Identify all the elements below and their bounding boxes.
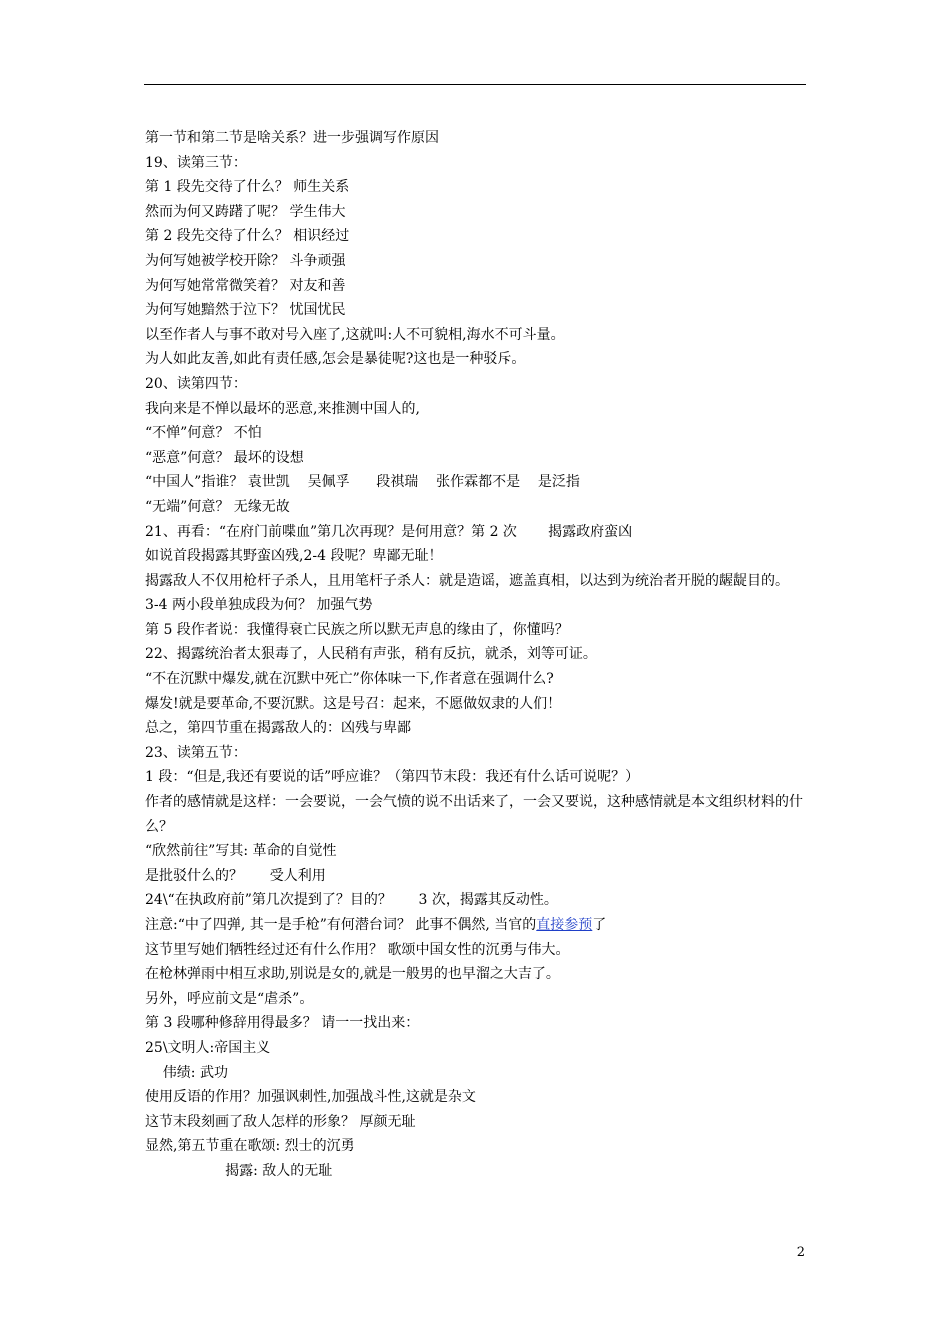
text-line: “恶意”何意？ 最坏的设想 bbox=[145, 449, 304, 466]
text-line: “中国人”指谁？ 袁世凯 吴佩孚 段祺瑞 张作霖都不是 是泛指 bbox=[145, 474, 580, 491]
text-line: 第 5 段作者说：我懂得衰亡民族之所以默无声息的缘由了，你懂吗？ bbox=[145, 621, 569, 638]
text-line: 如说首段揭露其野蛮凶残,2-4 段呢？卑鄙无耻！ bbox=[145, 548, 443, 565]
text-paragraph: 揭露敌人不仅用枪杆子杀人，且用笔杆子杀人：就是造谣，遮盖真相，以达到为统治者开脱的龌龊目的。 bbox=[145, 572, 789, 589]
text-line: 总之，第四节重在揭露敌人的：凶残与卑鄙 bbox=[145, 720, 411, 737]
document-body bbox=[145, 126, 807, 1184]
text-line: 25\文明人:帝国主义 bbox=[145, 1039, 271, 1056]
text-line: 第 3 段哪种修辞用得最多？ 请一一找出来： bbox=[145, 1015, 420, 1032]
text-line: 第 1 段先交待了什么？ 师生关系 bbox=[145, 179, 350, 196]
text-line: 为何写她常常微笑着？ 对友和善 bbox=[145, 277, 346, 294]
text-paragraph: 作者的感情就是这样：一会要说，一会气愤的说不出话来了，一会又要说，这种感情就是本文组织材料的什么？ bbox=[145, 794, 803, 835]
text-line: 为何写她被学校开除？ 斗争顽强 bbox=[145, 252, 346, 269]
text-line: 1 段：“但是,我还有要说的话”呼应谁？（第四节末段：我还有什么话可说呢？） bbox=[145, 769, 640, 786]
text-line: 是批驳什么的？ 受人利用 bbox=[145, 867, 326, 884]
section-heading: 19、读第三节： bbox=[145, 154, 247, 171]
text-line: 伟绩: 武功 bbox=[145, 1064, 228, 1081]
text-line: “不在沉默中爆发,就在沉默中死亡”你体味一下,作者意在强调什么? bbox=[145, 671, 554, 688]
text-line: 24\“在执政府前”第几次提到了？目的？ 3 次，揭露其反动性。 bbox=[145, 892, 558, 909]
text-line: 揭露: 敌人的无耻 bbox=[145, 1162, 333, 1179]
page-number: 2 bbox=[796, 1245, 805, 1260]
text-line: 在枪林弹雨中相互求助,别说是女的,就是一般男的也早溜之大吉了。 bbox=[145, 966, 560, 983]
text-line: 另外，呼应前文是“虐杀”。 bbox=[145, 990, 314, 1007]
text-segment: 注意:“中了四弹, 其一是手枪”有何潜台词？ 此事不偶然, 当官的 bbox=[145, 917, 537, 933]
text-line-with-link bbox=[145, 913, 807, 938]
text-segment: 了 bbox=[592, 917, 607, 933]
text-line: 为人如此友善,如此有责任感,怎会是暴徒呢?这也是一种驳斥。 bbox=[145, 351, 526, 368]
text-line: “欣然前往”写其: 革命的自觉性 bbox=[145, 843, 337, 860]
text-line: 21、再看：“在府门前喋血”第几次再现？是何用意？第 2 次 揭露政府蛮凶 bbox=[145, 523, 633, 540]
text-line: “无端”何意？ 无缘无故 bbox=[145, 498, 290, 515]
text-line: 以至作者人与事不敢对号入座了,这就叫:人不可貌相,海水不可斗量。 bbox=[145, 326, 565, 343]
text-line: 3-4 两小段单独成段为何？ 加强气势 bbox=[145, 597, 373, 614]
text-line: 然而为何又踌躇了呢？ 学生伟大 bbox=[145, 203, 346, 220]
text-line: 显然,第五节重在歌颂: 烈士的沉勇 bbox=[145, 1138, 355, 1155]
text-line: 这节里写她们牺牲经过还有什么作用？ 歌颂中国女性的沉勇与伟大。 bbox=[145, 941, 570, 958]
text-line: 第一节和第二节是啥关系？进一步强调写作原因 bbox=[145, 130, 439, 146]
text-line: 使用反语的作用？加强讽刺性,加强战斗性,这就是杂文 bbox=[145, 1089, 476, 1106]
text-line: 为何写她黯然于泣下？ 忧国忧民 bbox=[145, 302, 346, 319]
section-heading: 20、读第四节： bbox=[145, 375, 247, 392]
text-line: 22、揭露统治者太狠毒了，人民稍有声张，稍有反抗，就杀，刘等可证。 bbox=[145, 646, 597, 663]
reference-link[interactable]: 直接参预 bbox=[536, 917, 593, 933]
header-rule bbox=[144, 84, 806, 85]
text-line: “不惮”何意？ 不怕 bbox=[145, 425, 262, 442]
text-line: 这节末段刻画了敌人怎样的形象？ 厚颜无耻 bbox=[145, 1113, 416, 1130]
section-heading: 23、读第五节： bbox=[145, 744, 247, 761]
text-line: 第 2 段先交待了什么？ 相识经过 bbox=[145, 228, 350, 245]
text-line: 爆发!就是要革命,不要沉默。这是号召：起来，不愿做奴隶的人们！ bbox=[145, 695, 562, 712]
text-line: 我向来是不惮以最坏的恶意,来推测中国人的, bbox=[145, 400, 420, 417]
